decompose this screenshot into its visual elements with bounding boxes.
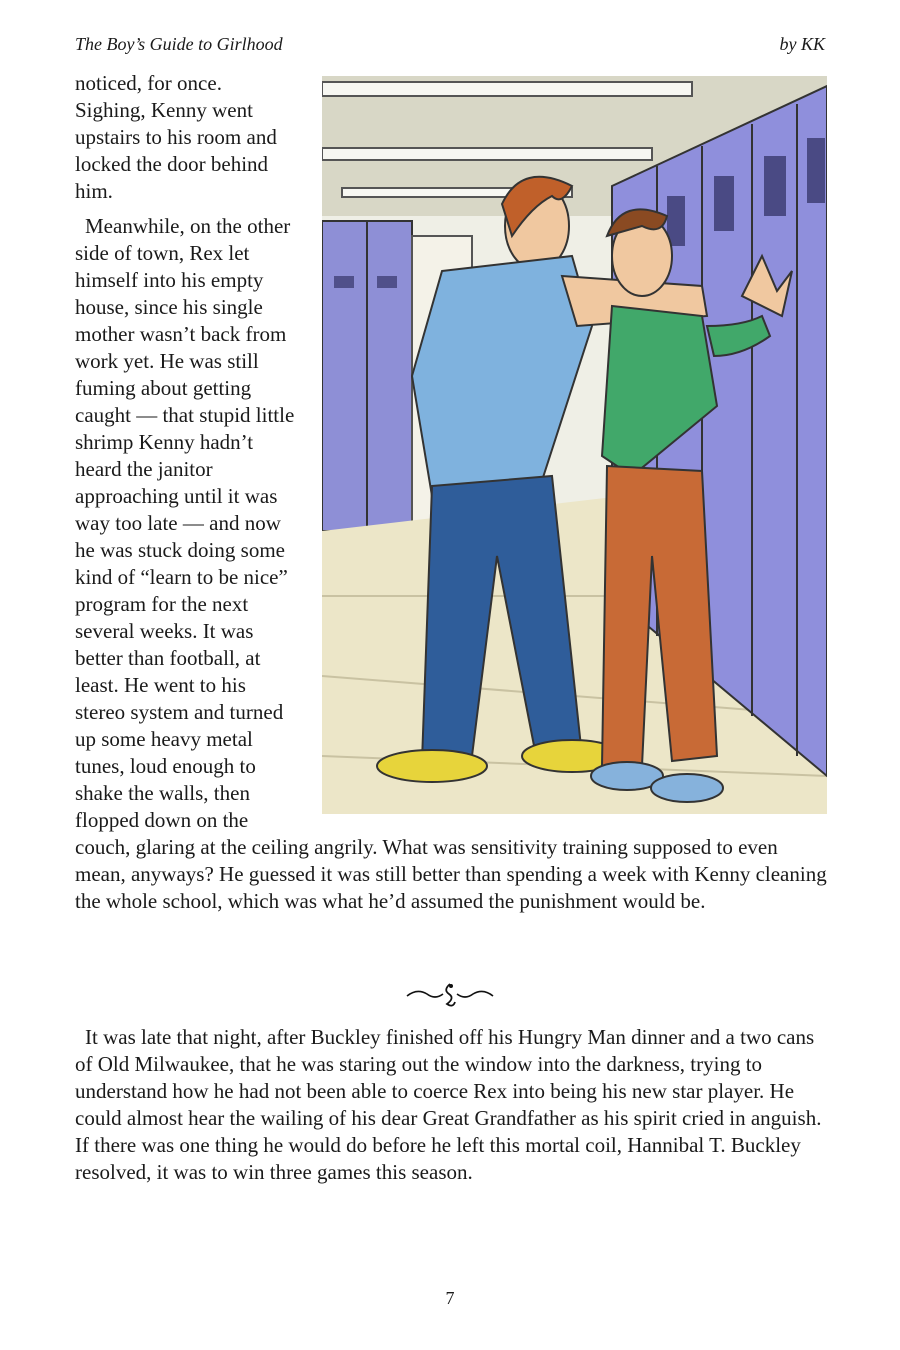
- paragraph-continued: noticed, for once. Sighing, Kenny went upstairs to his room and locked the door behind him.: [75, 71, 277, 203]
- paragraph-buckley: It was late that night, after Buckley finished off his Hungry Man dinner and a two cans of Old Milwaukee, that he was staring out the window into the darkness, trying to understand how he had not been able to coerce Rex into being his new star player. He could almost hear the wailing of his dear Great Grandfather as his spirit cried in anguish. If there was one thing he would do before he left this mortal coil, Hannibal T. Buckley resolved, it was to win three games this season.: [75, 1025, 822, 1184]
- author-credit: by KK: [779, 34, 825, 54]
- flourish-glyph: [405, 980, 495, 1010]
- body-text: [75, 70, 827, 915]
- school-hallway-lockers-illustration: [322, 76, 827, 814]
- section-break-flourish-icon: [0, 980, 900, 1017]
- paragraph-rex: Meanwhile, on the other side of town, Rex let himself into his empty house, since his single mother wasn’t back from work yet. He was still fuming about getting caught — that stupid little shrimp Kenny hadn’t heard the janitor approaching until it was way too late — and now he was stuck doing some kind of “learn to be nice” program for the next several weeks. It was better than football, at least. He went to his stereo system and turned up some heavy metal tunes, loud enough to shake the walls, then flopped down on the couch, glaring at the ceiling angrily. What was sensitivity training supposed to even mean, anyways? He guessed it was still better than spending a week with Kenny cleaning the whole school, which was what he’d assumed the punishment would be.: [75, 214, 827, 913]
- book-title: The Boy’s Guide to Girlhood: [75, 34, 283, 54]
- illustration-art: [322, 76, 827, 814]
- page-number: 7: [445, 1288, 455, 1308]
- page-header: [75, 34, 825, 58]
